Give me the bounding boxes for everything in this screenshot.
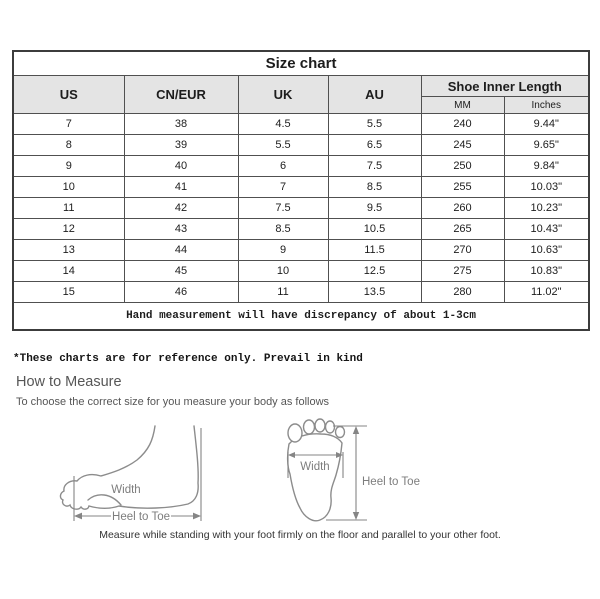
size-cell: 255 [421, 177, 504, 198]
size-cell: 15 [13, 282, 124, 303]
table-title: Size chart [13, 51, 589, 76]
size-cell: 14 [13, 261, 124, 282]
reference-note: *These charts are for reference only. Prevail in kind [13, 353, 363, 365]
size-cell: 7.5 [238, 198, 328, 219]
size-cell: 280 [421, 282, 504, 303]
size-cell: 10.03" [504, 177, 589, 198]
size-cell: 12 [13, 219, 124, 240]
size-cell: 8 [13, 135, 124, 156]
foot-ball-arc [88, 495, 121, 505]
size-cell: 7 [238, 177, 328, 198]
size-cell: 240 [421, 114, 504, 135]
size-cell: 6.5 [328, 135, 421, 156]
size-cell: 43 [124, 219, 238, 240]
table-header-row [13, 76, 589, 97]
column-header-us: US [13, 76, 124, 114]
measure-instruction-caption: Measure while standing with your foot firmly on the floor and parallel to your other foot. [99, 529, 501, 541]
side-width-label: Width [111, 484, 141, 496]
size-row [13, 261, 589, 282]
footprint-outline [288, 434, 342, 521]
size-cell: 245 [421, 135, 504, 156]
size-cell: 9 [238, 240, 328, 261]
size-cell: 45 [124, 261, 238, 282]
size-cell: 11.02" [504, 282, 589, 303]
size-cell: 9.44" [504, 114, 589, 135]
size-cell: 9 [13, 156, 124, 177]
foot-side-outline-front [60, 426, 155, 509]
table-footer-row [13, 303, 589, 331]
size-cell: 44 [124, 240, 238, 261]
size-cell: 11.5 [328, 240, 421, 261]
size-row [13, 240, 589, 261]
size-cell: 10.83" [504, 261, 589, 282]
size-cell: 38 [124, 114, 238, 135]
arrowhead-up-icon [353, 426, 359, 434]
size-row [13, 135, 589, 156]
size-cell: 10.23" [504, 198, 589, 219]
size-cell: 39 [124, 135, 238, 156]
size-row [13, 282, 589, 303]
size-cell: 46 [124, 282, 238, 303]
size-cell: 13 [13, 240, 124, 261]
size-cell: 12.5 [328, 261, 421, 282]
arrowhead-left-icon [74, 513, 82, 520]
size-cell: 10 [238, 261, 328, 282]
size-table-body [13, 114, 589, 303]
column-header-cn-eur: CN/EUR [124, 76, 238, 114]
size-cell: 8.5 [238, 219, 328, 240]
column-header-mm: MM [421, 97, 504, 114]
size-cell: 4.5 [238, 114, 328, 135]
size-cell: 260 [421, 198, 504, 219]
size-cell: 7 [13, 114, 124, 135]
size-cell: 6 [238, 156, 328, 177]
foot-side-view-diagram [55, 420, 265, 540]
size-cell: 40 [124, 156, 238, 177]
column-header-inner-length: Shoe Inner Length [421, 76, 589, 97]
size-cell: 11 [13, 198, 124, 219]
column-header-au: AU [328, 76, 421, 114]
top-width-label: Width [300, 461, 330, 473]
column-header-inches: Inches [504, 97, 589, 114]
size-cell: 9.5 [328, 198, 421, 219]
size-cell: 8.5 [328, 177, 421, 198]
size-cell: 5.5 [328, 114, 421, 135]
arrowhead-down-icon [353, 512, 359, 520]
size-cell: 10 [13, 177, 124, 198]
size-chart-table [12, 50, 590, 331]
size-cell: 13.5 [328, 282, 421, 303]
size-cell: 41 [124, 177, 238, 198]
size-row [13, 198, 589, 219]
size-row [13, 219, 589, 240]
size-cell: 9.84" [504, 156, 589, 177]
size-cell: 265 [421, 219, 504, 240]
size-cell: 5.5 [238, 135, 328, 156]
size-cell: 10.43" [504, 219, 589, 240]
size-cell: 11 [238, 282, 328, 303]
foot-side-outline-back [89, 426, 198, 508]
size-cell: 42 [124, 198, 238, 219]
foot-top-view-diagram [283, 412, 433, 537]
side-heel-to-toe-label: Heel to Toe [112, 511, 170, 523]
size-row [13, 156, 589, 177]
measurement-discrepancy-note: Hand measurement will have discrepancy of about 1-3cm [13, 303, 589, 331]
how-to-measure-title: How to Measure [16, 374, 122, 390]
size-cell: 270 [421, 240, 504, 261]
size-cell: 250 [421, 156, 504, 177]
size-cell: 10.5 [328, 219, 421, 240]
size-cell: 10.63" [504, 240, 589, 261]
table-title-row [13, 51, 589, 76]
size-cell: 7.5 [328, 156, 421, 177]
column-header-uk: UK [238, 76, 328, 114]
arrowhead-right-icon [193, 513, 201, 520]
size-cell: 275 [421, 261, 504, 282]
size-row [13, 177, 589, 198]
size-cell: 9.65" [504, 135, 589, 156]
size-row [13, 114, 589, 135]
how-to-measure-subtitle: To choose the correct size for you measure your body as follows [16, 396, 330, 408]
top-heel-to-toe-label: Heel to Toe [362, 476, 420, 488]
